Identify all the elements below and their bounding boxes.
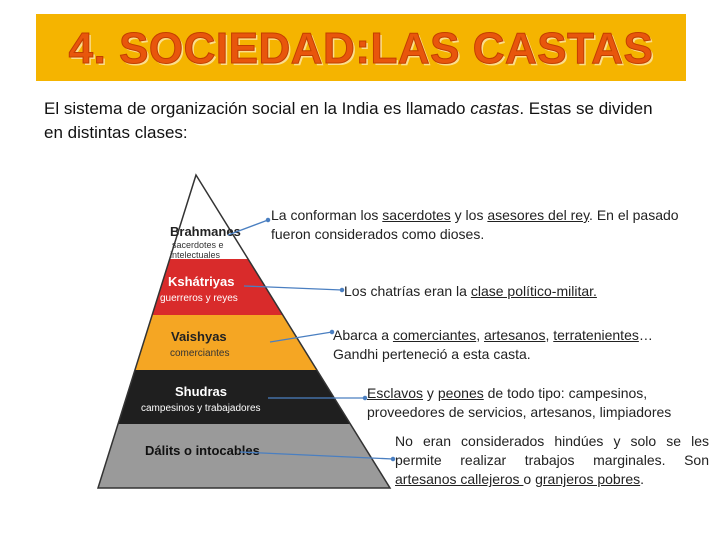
desc-text: La conforman los xyxy=(271,207,383,223)
desc-underlined: terratenientes xyxy=(553,327,639,343)
desc-text: y xyxy=(423,385,438,401)
desc-text: . En el pasado fueron considerados como dioses. xyxy=(271,207,679,242)
desc-text: de todo tipo: campesinos, proveedores de servicios, artesanos, limpiadores xyxy=(367,385,672,420)
desc-text: . xyxy=(640,471,645,487)
label-kshatriyas: Kshátriyas xyxy=(168,274,235,289)
description-vaishyas xyxy=(333,326,683,364)
tier-shudras xyxy=(90,370,400,424)
sublabel-vaishyas: comerciantes xyxy=(170,348,230,359)
desc-underlined: clase político-militar. xyxy=(470,283,597,299)
desc-text: , xyxy=(545,327,554,343)
desc-underlined: Esclavos xyxy=(367,385,424,401)
intro-text-before: El sistema de organización social en la India es llamado xyxy=(44,99,471,118)
desc-underlined: comerciantes xyxy=(392,327,477,343)
desc-text: , xyxy=(476,327,484,343)
description-shudras xyxy=(367,384,707,422)
page-title: 4. SOCIEDAD:LAS CASTAS xyxy=(68,24,654,73)
description-kshatriyas xyxy=(344,282,644,301)
desc-text: Abarca a xyxy=(333,327,393,343)
sublabel-brahmanes-1: sacerdotes e xyxy=(172,240,224,250)
desc-text: … Gandhi perteneció a esta casta. xyxy=(333,327,653,362)
desc-underlined: sacerdotes xyxy=(382,207,451,223)
sublabel-kshatriyas: guerreros y reyes xyxy=(160,293,238,304)
intro-text-after: . Estas se dividen en distintas clases: xyxy=(44,99,653,142)
description-brahmanes xyxy=(271,206,711,244)
label-shudras: Shudras xyxy=(175,384,228,399)
connector-brahmanes-end xyxy=(266,218,269,221)
description-dalits xyxy=(395,432,709,489)
desc-text: o xyxy=(523,471,536,487)
desc-text: No eran considerados hindúes y solo se les permite realizar trabajos marginales. Son xyxy=(395,433,709,468)
desc-underlined: artesanos callejeros xyxy=(395,471,524,487)
desc-underlined: granjeros pobres xyxy=(535,471,641,487)
label-vaishyas: Vaishyas xyxy=(171,329,227,344)
desc-text: Los chatrías eran la xyxy=(344,283,471,299)
desc-underlined: peones xyxy=(437,385,484,401)
label-dalits: Dálits o intocables xyxy=(145,443,260,458)
label-brahmanes: Brahmanes xyxy=(170,224,241,239)
desc-underlined: asesores del rey xyxy=(487,207,590,223)
sublabel-brahmanes-2: intelectuales xyxy=(170,250,221,260)
intro-emphasis: castas xyxy=(470,99,520,118)
desc-text: y los xyxy=(450,207,488,223)
desc-underlined: artesanos xyxy=(483,327,546,343)
sublabel-shudras: campesinos y trabajadores xyxy=(141,403,261,414)
